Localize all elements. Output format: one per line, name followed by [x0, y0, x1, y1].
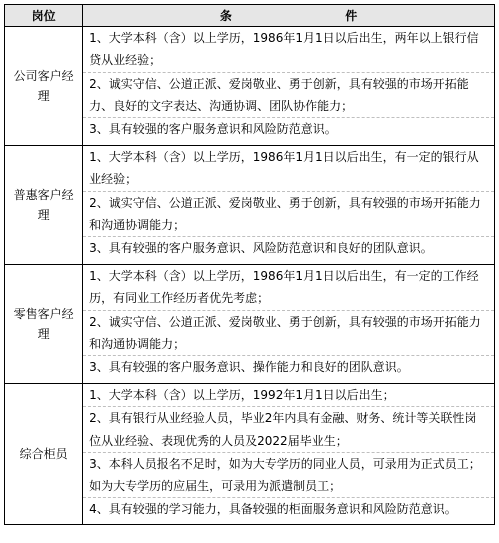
condition-item: 2、具有银行从业经验人员，毕业2年内具有金融、财务、统计等关联性岗位从业经验、表现优秀的人员及2022届毕业生； [83, 406, 494, 452]
header-condition-char-2: 件 [345, 9, 358, 23]
position-cell [5, 146, 83, 265]
position-name: 零售客户经理 [13, 307, 74, 341]
position-name: 综合柜员 [19, 447, 68, 461]
condition-item: 4、具有较强的学习能力，具备较强的柜面服务意识和风险防范意识。 [83, 497, 494, 520]
condition-item: 2、诚实守信、公道正派、爱岗敬业、勇于创新，具有较强的市场开拓能力、良好的文字表达、沟通协调、团队协作能力； [83, 72, 494, 118]
header-conditions [83, 5, 495, 27]
position-name: 公司客户经理 [13, 69, 74, 103]
conditions-cell [83, 27, 495, 146]
conditions-cell [83, 265, 495, 384]
requirements-table [4, 4, 495, 525]
table-header-row [5, 5, 495, 27]
table-row [5, 265, 495, 384]
condition-item: 1、大学本科（含）以上学历，1986年1月1日以后出生，有一定的工作经历，有同业工作经历者优先考虑； [89, 269, 479, 306]
condition-item: 3、具有较强的客户服务意识和风险防范意识。 [83, 117, 494, 140]
position-cell [5, 265, 83, 384]
condition-item: 1、大学本科（含）以上学历，1992年1月1日以后出生； [89, 388, 395, 402]
position-cell [5, 384, 83, 525]
header-condition-char-1: 条 [219, 9, 232, 23]
conditions-cell [83, 384, 495, 525]
condition-item: 2、诚实守信、公道正派、爱岗敬业、勇于创新，具有较强的市场开拓能力和沟通协调能力； [83, 310, 494, 356]
header-position: 岗位 [5, 5, 83, 27]
table-row [5, 384, 495, 525]
conditions-cell [83, 146, 495, 265]
condition-item: 1、大学本科（含）以上学历，1986年1月1日以后出生，有一定的银行从业经验； [89, 150, 479, 187]
condition-item: 2、诚实守信、公道正派、爱岗敬业、勇于创新，具有较强的市场开拓能力和沟通协调能力； [83, 191, 494, 237]
condition-item: 3、本科人员报名不足时，如为大专学历的同业人员，可录用为正式员工；如为大专学历的应届生，可录用为派遣制员工； [83, 452, 494, 498]
condition-item: 1、大学本科（含）以上学历，1986年1月1日以后出生，两年以上银行信贷从业经验； [89, 31, 479, 68]
condition-item: 3、具有较强的客户服务意识、操作能力和良好的团队意识。 [83, 355, 494, 378]
position-name: 普惠客户经理 [13, 188, 74, 222]
condition-item: 3、具有较强的客户服务意识、风险防范意识和良好的团队意识。 [83, 236, 494, 259]
position-cell [5, 27, 83, 146]
table-row [5, 27, 495, 146]
table-row [5, 146, 495, 265]
